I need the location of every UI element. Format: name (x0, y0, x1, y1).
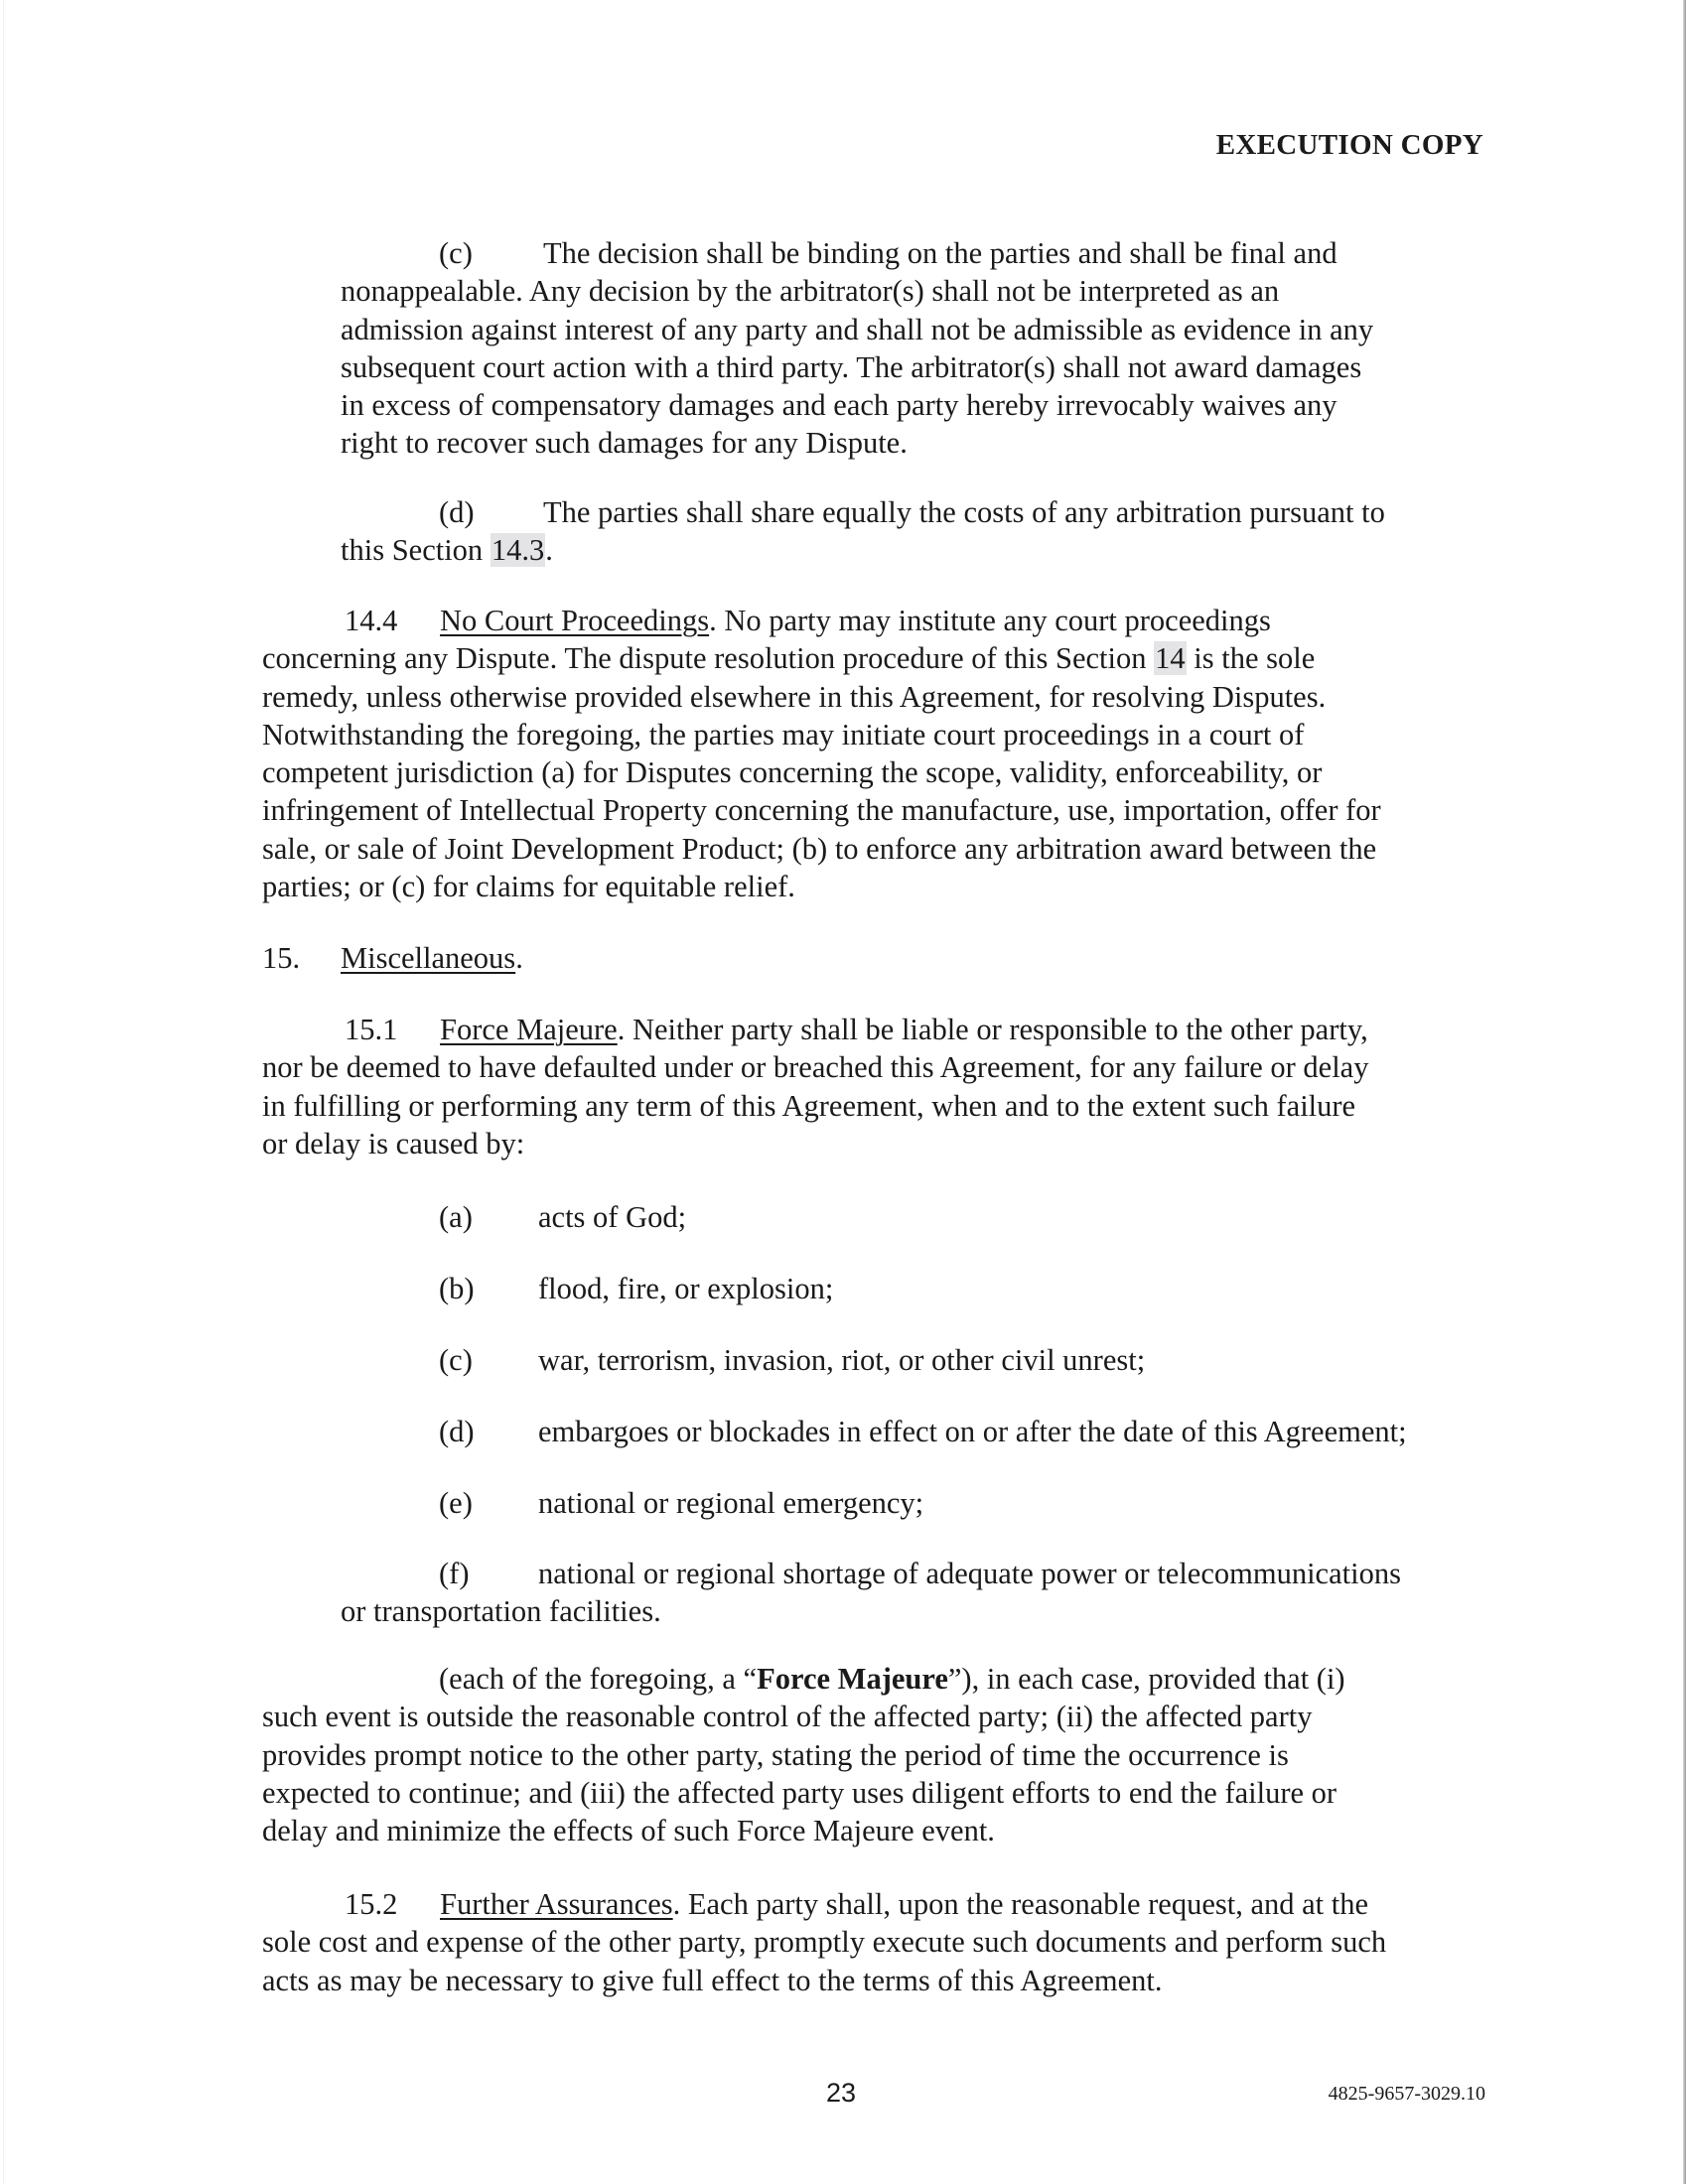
paragraph-line: sale, or sale of Joint Development Product; (b) to enforce any arbitration award between the (262, 831, 1377, 866)
list-text: war, terrorism, invasion, riot, or other civil unrest; (538, 1343, 1146, 1377)
paragraph-line: (each of the foregoing, a “ (439, 1662, 758, 1696)
section-title: Force Majeure (440, 1013, 618, 1046)
list-item (439, 1270, 833, 1307)
force-majeure-definition (262, 1660, 1487, 1849)
list-item (439, 1341, 1145, 1379)
paragraph-line: is the sole (1186, 641, 1316, 676)
document-id: 4825-9657-3029.10 (1328, 2083, 1485, 2105)
paragraph-line: admission against interest of any party and shall not be admissible as evidence in any (341, 312, 1374, 346)
punctuation: . (617, 1013, 626, 1046)
paragraph-line: or delay is caused by: (262, 1126, 525, 1160)
paragraph-line: right to recover such damages for any Dispute. (341, 426, 908, 461)
punctuation: . (709, 604, 717, 637)
execution-copy-stamp: EXECUTION COPY (1215, 129, 1483, 161)
cross-reference-link[interactable]: 14 (1155, 641, 1186, 676)
section-number: 14.4 (345, 604, 398, 637)
section-number: 15.2 (345, 1887, 398, 1921)
list-label: (c) (439, 1343, 473, 1377)
paragraph-14-3-d (341, 493, 1492, 570)
page-number: 23 (826, 2078, 857, 2108)
paragraph-line: remedy, unless otherwise provided elsewhere in this Agreement, for resolving Disputes. (262, 679, 1327, 714)
defined-term: Force Majeure (757, 1662, 948, 1696)
paragraph-line: such event is outside the reasonable control of the affected party; (ii) the affected party (262, 1700, 1313, 1734)
paragraph-line: Each party shall, upon the reasonable request, and at the (680, 1887, 1369, 1921)
list-text: embargoes or blockades in effect on or after the date of this Agreement; (538, 1415, 1407, 1448)
list-text: acts of God; (538, 1200, 687, 1234)
paragraph-14-3-c (341, 234, 1492, 463)
list-label: (e) (439, 1486, 473, 1520)
list-item (439, 1198, 686, 1236)
paragraph-line: infringement of Intellectual Property concerning the manufacture, use, importation, offer for (262, 793, 1381, 828)
section-title: Miscellaneous (341, 941, 516, 975)
list-item (439, 1555, 1401, 1592)
section-title: Further Assurances (440, 1887, 673, 1921)
paragraph-line: ”), in each case, provided that (i) (947, 1662, 1345, 1696)
section-title: No Court Proceedings (440, 604, 710, 637)
section-15-1 (262, 1011, 1487, 1162)
section-14-4 (262, 602, 1487, 905)
list-item-continuation (341, 1592, 1492, 1630)
paragraph-label: (d) (439, 495, 475, 529)
punctuation: . (545, 533, 553, 568)
paragraph-line: acts as may be necessary to give full effect to the terms of this Agreement. (262, 1963, 1163, 1997)
list-item (439, 1484, 923, 1522)
scan-edge-left (3, 0, 4, 2184)
paragraph-line: nor be deemed to have defaulted under or breached this Agreement, for any failure or delay (262, 1050, 1369, 1085)
paragraph-line: sole cost and expense of the other party, promptly execute such documents and perform such (262, 1925, 1387, 1960)
list-label: (b) (439, 1272, 475, 1305)
paragraph-line: in excess of compensatory damages and each party hereby irrevocably waives any (341, 388, 1337, 423)
paragraph-line: subsequent court action with a third party. The arbitrator(s) shall not award damages (341, 349, 1362, 384)
paragraph-line: provides prompt notice to the other party, stating the period of time the occurrence is (262, 1737, 1289, 1772)
paragraph-line: Notwithstanding the foregoing, the parties may initiate court proceedings in a court of (262, 717, 1305, 751)
paragraph-line: nonappealable. Any decision by the arbitrator(s) shall not be interpreted as an (341, 274, 1280, 309)
list-label: (d) (439, 1415, 475, 1448)
list-text: national or regional shortage of adequate power or telecommunications (538, 1557, 1401, 1590)
paragraph-line: The decision shall be binding on the parties and shall be final and (543, 236, 1337, 270)
section-15-heading (262, 939, 1487, 977)
list-item (439, 1413, 1407, 1450)
paragraph-line: concerning any Dispute. The dispute resolution procedure of this Section (262, 641, 1155, 676)
paragraph-line: expected to continue; and (iii) the affected party uses diligent efforts to end the failure or (262, 1775, 1337, 1810)
paragraph-line: parties; or (c) for claims for equitable relief. (262, 870, 795, 904)
section-15-2 (262, 1885, 1487, 1999)
punctuation: . (672, 1887, 681, 1921)
list-label: (a) (439, 1200, 473, 1234)
paragraph-label: (c) (439, 236, 473, 270)
paragraph-line: The parties shall share equally the costs of any arbitration pursuant to (543, 495, 1385, 529)
punctuation: . (515, 941, 523, 975)
list-text: national or regional emergency; (538, 1486, 924, 1520)
list-text: flood, fire, or explosion; (538, 1272, 834, 1305)
paragraph-line: this Section (341, 533, 491, 568)
scan-edge-right (1683, 0, 1686, 2184)
paragraph-line: delay and minimize the effects of such Force Majeure event. (262, 1814, 995, 1848)
paragraph-line: competent jurisdiction (a) for Disputes concerning the scope, validity, enforceability, or (262, 755, 1323, 790)
cross-reference-link[interactable]: 14.3 (491, 533, 545, 568)
list-text: or transportation facilities. (341, 1594, 661, 1628)
paragraph-line: Neither party shall be liable or responsible to the other party, (625, 1013, 1368, 1046)
list-label: (f) (439, 1557, 470, 1590)
paragraph-line: No party may institute any court proceedings (716, 604, 1271, 637)
section-number: 15.1 (345, 1013, 398, 1046)
section-number: 15. (262, 941, 301, 975)
paragraph-line: in fulfilling or performing any term of this Agreement, when and to the extent such failure (262, 1088, 1356, 1123)
